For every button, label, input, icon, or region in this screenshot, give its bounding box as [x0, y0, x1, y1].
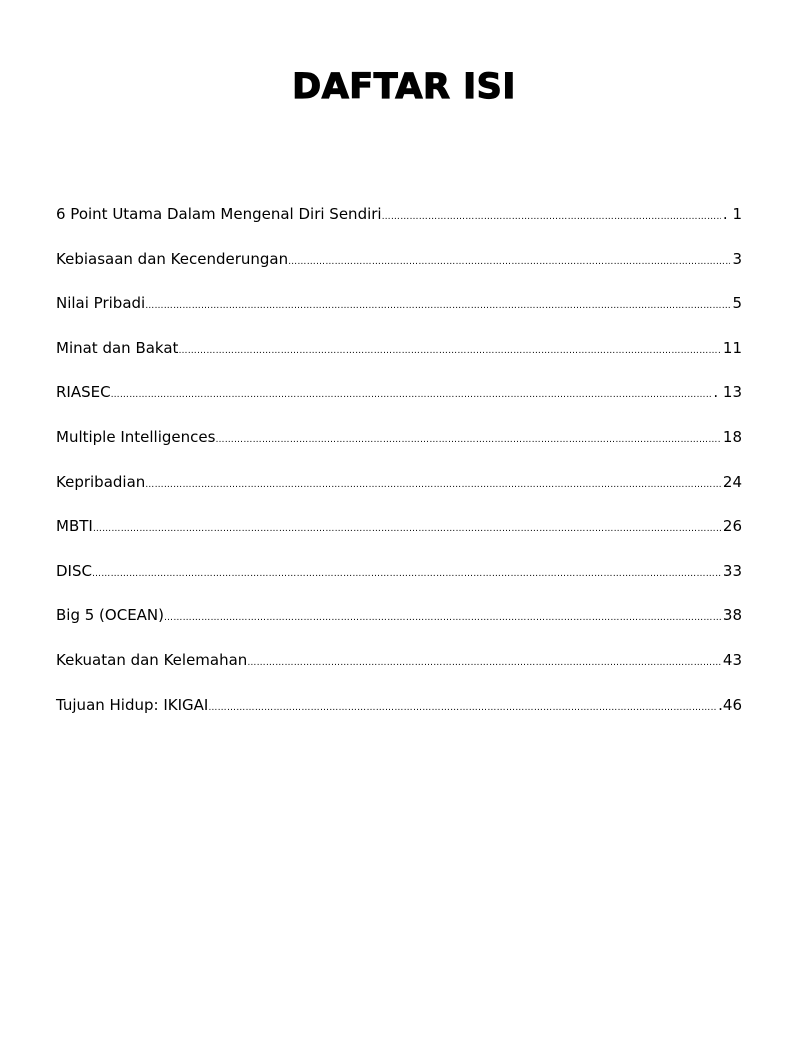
toc-entry-label: MBTI — [56, 517, 93, 536]
toc-leader-dots — [288, 248, 730, 276]
toc-entry-label: Multiple Intelligences — [56, 427, 216, 446]
table-of-contents — [56, 200, 742, 735]
toc-entry-page: 3 — [732, 249, 742, 268]
toc-leader-dots — [382, 203, 721, 231]
toc-leader-dots — [92, 560, 721, 588]
toc-entry-page: . 1 — [722, 205, 742, 223]
toc-entry-label: Tujuan Hidup: IKIGAI — [56, 695, 209, 714]
toc-entry[interactable] — [56, 601, 742, 646]
toc-entry-page: 38 — [722, 606, 742, 625]
toc-entry[interactable] — [56, 334, 742, 379]
toc-entry-page: 43 — [722, 650, 742, 669]
toc-entry-label: Kebiasaan dan Kecenderungan — [56, 249, 289, 268]
toc-leader-dots — [93, 515, 721, 543]
toc-entry-page: 11 — [722, 338, 742, 357]
toc-entry-label: 6 Point Utama Dalam Mengenal Diri Sendiri — [56, 205, 382, 223]
toc-entry-page: 33 — [722, 561, 742, 580]
toc-entry-page: .46 — [718, 695, 742, 714]
page-title: DAFTAR ISI — [292, 67, 516, 107]
toc-entry-page: 24 — [722, 472, 742, 491]
toc-leader-dots — [111, 381, 712, 409]
toc-entry-page: 26 — [722, 517, 742, 536]
toc-entry-label: RIASEC — [56, 383, 111, 402]
toc-leader-dots — [145, 471, 721, 499]
toc-entry-page: 5 — [732, 294, 742, 313]
toc-entry[interactable] — [56, 512, 742, 557]
toc-entry-label: Kepribadian — [56, 472, 146, 491]
toc-entry[interactable] — [56, 200, 742, 245]
toc-leader-dots — [215, 426, 720, 454]
toc-entry-page: 18 — [722, 427, 742, 446]
toc-entry[interactable] — [56, 691, 742, 736]
toc-entry[interactable] — [56, 378, 742, 423]
toc-entry[interactable] — [56, 289, 742, 334]
toc-entry[interactable] — [56, 423, 742, 468]
toc-entry-label: Big 5 (OCEAN) — [56, 606, 165, 625]
toc-entry[interactable] — [56, 245, 742, 290]
toc-leader-dots — [178, 337, 720, 365]
toc-leader-dots — [145, 292, 730, 320]
toc-entry[interactable] — [56, 468, 742, 513]
toc-entry[interactable] — [56, 557, 742, 602]
toc-entry-label: DISC — [56, 561, 92, 580]
toc-entry-page: . 13 — [713, 383, 742, 402]
toc-entry-label: Nilai Pribadi — [56, 294, 146, 313]
toc-entry-label: Kekuatan dan Kelemahan — [56, 650, 248, 669]
toc-entry-label: Minat dan Bakat — [56, 338, 179, 357]
toc-leader-dots — [164, 604, 721, 632]
toc-leader-dots — [208, 694, 716, 722]
toc-leader-dots — [247, 649, 721, 677]
toc-entry[interactable] — [56, 646, 742, 691]
